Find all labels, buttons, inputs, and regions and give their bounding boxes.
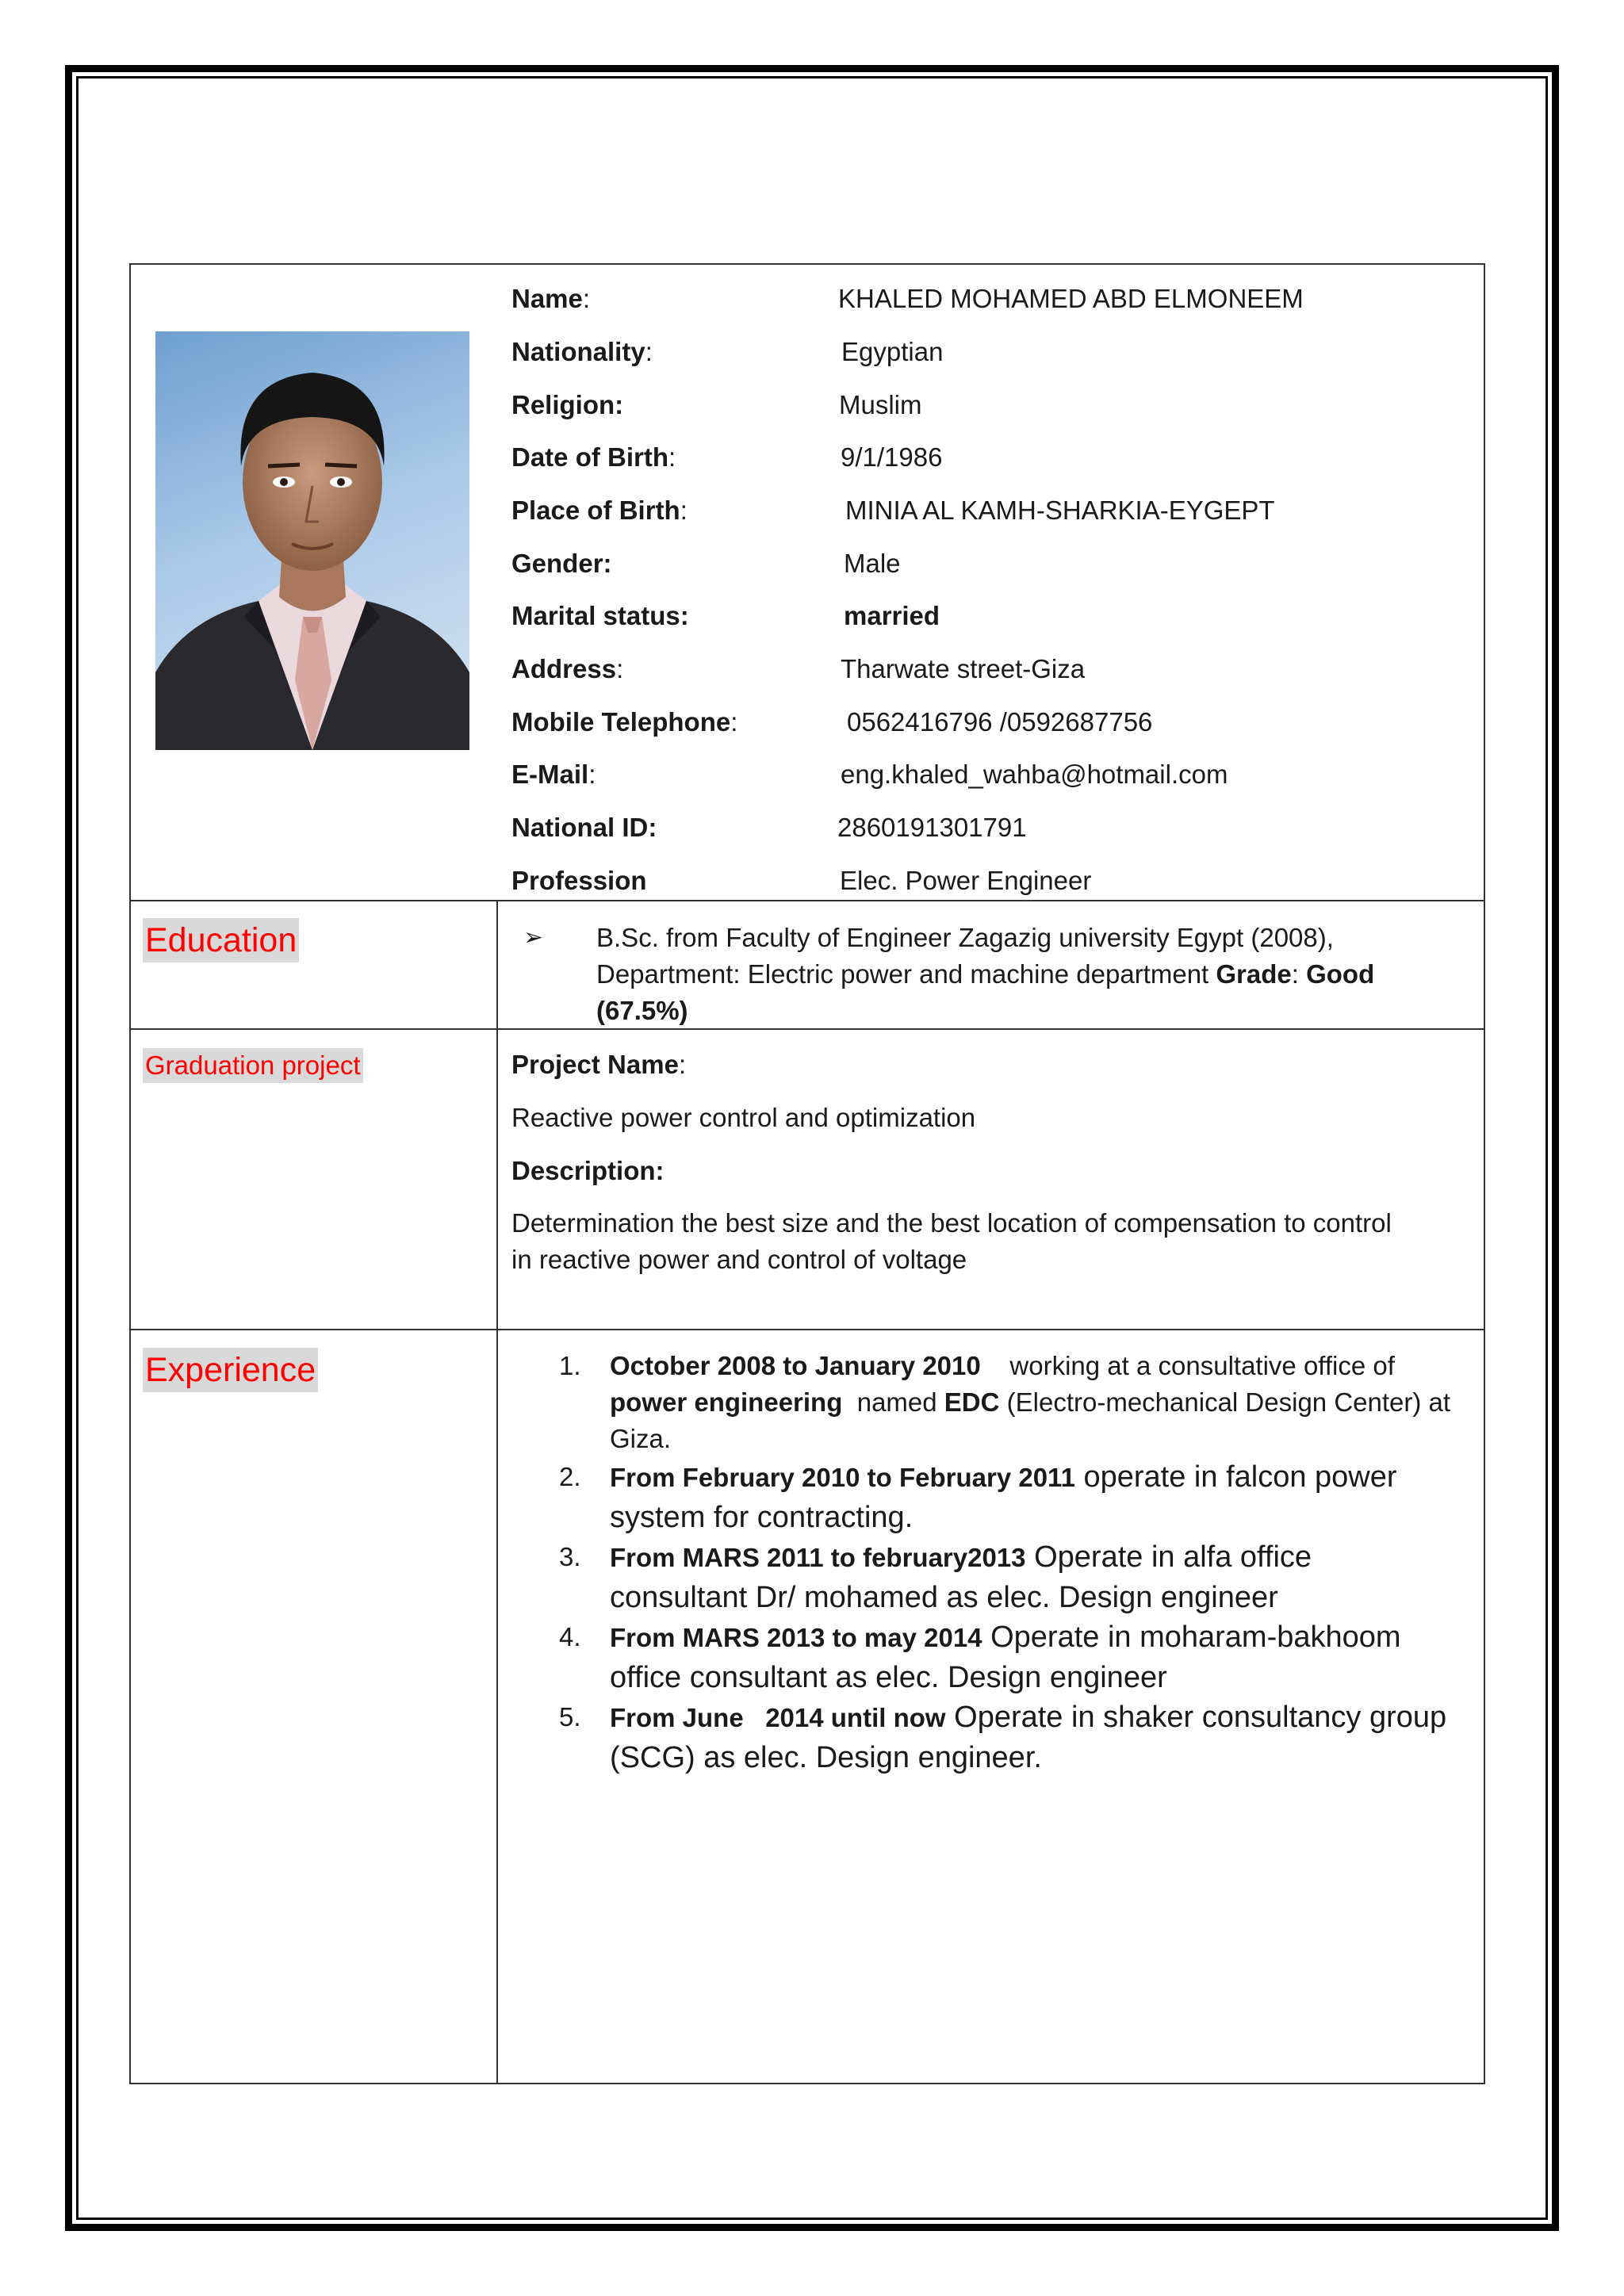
profession-label: Profession [511, 866, 647, 895]
gender-value: Male [844, 549, 901, 578]
education-title: Education [143, 918, 299, 962]
name-label: Name: [511, 284, 591, 313]
project-name-label: Project Name: [511, 1050, 687, 1079]
experience-title: Experience [143, 1348, 318, 1392]
address-label: Address: [511, 654, 624, 683]
experience-item-1: 1. October 2008 to January 2010 working at a consultative office of power engineering named EDC (Electro-mechanical Design Center) at Giza. [559, 1351, 1451, 1453]
mobile-value: 0562416796 /0592687756 [847, 707, 1153, 737]
education-grade-percent: (67.5%) [596, 996, 688, 1025]
pob-value: MINIA AL KAMH-SHARKIA-EYGEPT [845, 496, 1275, 525]
experience-item-2: 2. From February 2010 to February 2011 operate in falcon power system for contracting. [559, 1460, 1397, 1534]
experience-item-4: 4. From MARS 2013 to may 2014 Operate in moharam-bakhoom office consultant as elec. Design engineer [559, 1621, 1401, 1694]
nationality-value: Egyptian [841, 337, 944, 366]
dob-value: 9/1/1986 [841, 442, 943, 472]
project-name-value: Reactive power control and optimization [511, 1103, 976, 1132]
education-line-1: B.Sc. from Faculty of Engineer Zagazig university Egypt (2008), [596, 923, 1334, 952]
email-label: E-Mail: [511, 760, 596, 789]
experience-item-5: 5. From June 2014 until now Operate in shaker consultancy group (SCG) as elec. Design engineer. [559, 1701, 1447, 1774]
national-id-value: 2860191301791 [837, 813, 1027, 842]
mobile-label: Mobile Telephone: [511, 707, 738, 737]
description-label: Description: [511, 1156, 665, 1185]
graduation-project-title: Graduation project [143, 1048, 363, 1083]
nationality-label: Nationality: [511, 337, 653, 366]
marital-label: Marital status: [511, 601, 689, 630]
profession-value: Elec. Power Engineer [840, 866, 1092, 895]
description-text: Determination the best size and the best location of compensation to control in reactive power and control of voltage [511, 1208, 1392, 1274]
experience-item-3: 3. From MARS 2011 to february2013 Operate in alfa office consultant Dr/ mohamed as elec. Design engineer [559, 1540, 1312, 1614]
name-value: KHALED MOHAMED ABD ELMONEEM [838, 284, 1304, 313]
address-value: Tharwate street-Giza [841, 654, 1086, 683]
national-id-label: National ID: [511, 813, 657, 842]
marital-value: married [844, 601, 940, 630]
portrait-photo [155, 331, 469, 750]
gender-label: Gender: [511, 549, 612, 578]
email-value: eng.khaled_wahba@hotmail.com [841, 760, 1228, 789]
education-line-2: Department: Electric power and machine department Grade: Good [596, 959, 1375, 989]
dob-label: Date of Birth: [511, 442, 676, 472]
bullet-icon: ➢ [523, 924, 544, 951]
pob-label: Place of Birth: [511, 496, 688, 525]
religion-value: Muslim [839, 390, 922, 419]
education-details [596, 920, 1477, 1029]
religion-label: Religion: [511, 390, 624, 419]
